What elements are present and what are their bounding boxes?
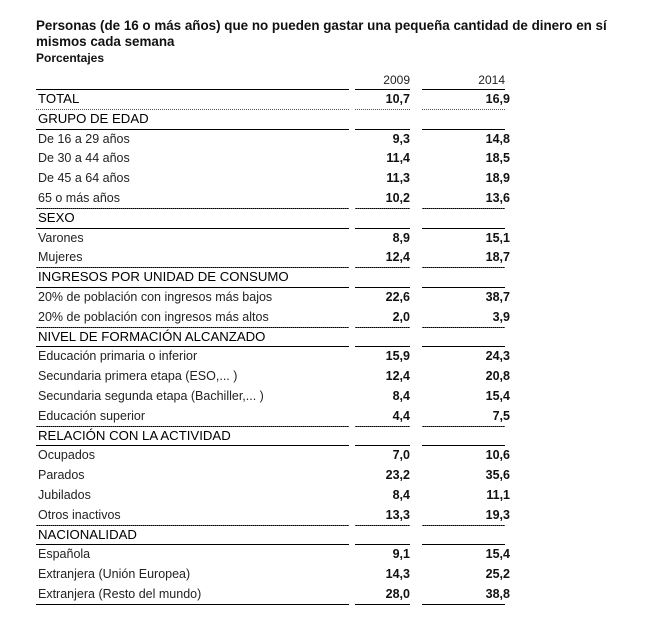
table-row <box>36 584 536 604</box>
table-row <box>36 465 536 485</box>
section-heading <box>36 327 536 347</box>
value-2014: 15,1 <box>485 230 510 245</box>
table-row <box>36 247 536 267</box>
section-heading-label: SEXO <box>38 209 75 225</box>
value-2014: 18,5 <box>485 151 510 166</box>
table-subtitle: Porcentajes <box>36 51 105 65</box>
value-2009: 12,4 <box>385 369 410 384</box>
value-2014: 7,5 <box>492 408 510 423</box>
table-row <box>36 564 536 584</box>
value-2009: 13,3 <box>385 507 410 522</box>
value-2014: 38,8 <box>485 587 510 601</box>
table-row <box>36 366 536 386</box>
value-2014: 16,9 <box>485 92 510 106</box>
table-row-label: Española <box>38 547 91 562</box>
section-heading-label: RELACIÓN CON LA ACTIVIDAD <box>38 427 231 443</box>
table-row <box>36 188 536 208</box>
section-heading <box>36 426 536 446</box>
value-2009: 10,2 <box>385 191 410 205</box>
section-heading-label: NACIONALIDAD <box>38 526 137 542</box>
table-row-label: Educación primaria o inferior <box>38 349 198 364</box>
table-row <box>36 287 536 307</box>
section-heading-label: NIVEL DE FORMACIÓN ALCANZADO <box>38 328 266 344</box>
value-2014: 13,6 <box>485 191 510 205</box>
table-row-label: 20% de población con ingresos más bajos <box>38 290 273 304</box>
value-2009: 28,0 <box>385 587 410 601</box>
table-row <box>36 386 536 406</box>
section-heading <box>36 525 536 545</box>
value-2009: 12,4 <box>385 250 410 265</box>
table-row <box>36 148 536 168</box>
value-2009: 7,0 <box>392 448 410 463</box>
value-2014: 14,8 <box>485 131 510 146</box>
total-row <box>36 89 536 109</box>
value-2009: 15,9 <box>385 349 410 364</box>
column-header-2014: 2014 <box>478 73 505 87</box>
row-separator <box>36 604 349 605</box>
value-2009: 10,7 <box>385 92 410 106</box>
value-2014: 3,9 <box>492 309 510 324</box>
value-2009: 9,1 <box>392 547 410 562</box>
section-heading <box>36 109 536 129</box>
table-row-label: Otros inactivos <box>38 507 121 522</box>
row-separator <box>355 604 410 605</box>
value-2014: 38,7 <box>485 290 510 304</box>
table-row-label: Educación superior <box>38 408 146 423</box>
value-2009: 11,4 <box>386 151 410 166</box>
value-2014: 10,6 <box>485 448 510 463</box>
table-row-label: Parados <box>38 468 85 483</box>
value-2014: 19,3 <box>485 507 510 522</box>
value-2014: 15,4 <box>485 389 510 403</box>
value-2014: 11,1 <box>486 488 510 502</box>
value-2009: 14,3 <box>385 567 410 582</box>
table-row-label: Varones <box>38 230 84 245</box>
value-2009: 8,4 <box>392 488 410 502</box>
section-heading-label: INGRESOS POR UNIDAD DE CONSUMO <box>38 269 289 285</box>
value-2009: 8,4 <box>392 389 410 403</box>
table-row-label: De 16 a 29 años <box>38 131 130 146</box>
table-row <box>36 445 536 465</box>
section-heading <box>36 208 536 228</box>
value-2009: 4,4 <box>392 408 410 423</box>
value-2009: 2,0 <box>392 309 410 324</box>
value-2014: 20,8 <box>485 369 510 384</box>
value-2009: 23,2 <box>385 468 410 483</box>
table-row-label: Mujeres <box>38 250 83 265</box>
table-row-label: Jubilados <box>38 488 91 502</box>
value-2014: 24,3 <box>485 349 510 364</box>
value-2009: 11,3 <box>386 171 410 186</box>
value-2014: 18,9 <box>485 171 510 186</box>
table-row <box>36 544 536 564</box>
table-row <box>36 346 536 366</box>
value-2014: 35,6 <box>485 468 510 483</box>
table-row <box>36 505 536 525</box>
table-row-label: Secundaria primera etapa (ESO,... ) <box>38 369 238 384</box>
table-row-label: Extranjera (Resto del mundo) <box>38 587 202 601</box>
row-separator <box>422 604 505 605</box>
column-header-2009: 2009 <box>383 73 410 87</box>
table-row <box>36 307 536 327</box>
section-heading-label: GRUPO DE EDAD <box>38 110 149 126</box>
table-row <box>36 168 536 188</box>
table-row-label: 20% de población con ingresos más altos <box>38 309 269 324</box>
value-2009: 9,3 <box>392 131 410 146</box>
table-row-label: Ocupados <box>38 448 95 463</box>
table-row-label: De 45 a 64 años <box>38 171 130 186</box>
value-2009: 22,6 <box>385 290 410 304</box>
table-row <box>36 228 536 248</box>
table-row <box>36 485 536 505</box>
table-row <box>36 129 536 149</box>
table-row-label: Secundaria segunda etapa (Bachiller,... ) <box>38 389 264 403</box>
total-row-label: TOTAL <box>38 91 80 106</box>
table-row-label: Extranjera (Unión Europea) <box>38 567 191 582</box>
value-2014: 15,4 <box>485 547 510 562</box>
table-row-label: De 30 a 44 años <box>38 151 130 166</box>
value-2009: 8,9 <box>392 230 410 245</box>
table-title: Personas (de 16 o más años) que no pueden gastar una pequeña cantidad de dinero en sí mismos cada semana <box>36 18 607 49</box>
value-2014: 25,2 <box>485 567 510 582</box>
section-heading <box>36 267 536 287</box>
value-2014: 18,7 <box>485 250 510 265</box>
table-row <box>36 406 536 426</box>
table-row-label: 65 o más años <box>38 191 120 205</box>
